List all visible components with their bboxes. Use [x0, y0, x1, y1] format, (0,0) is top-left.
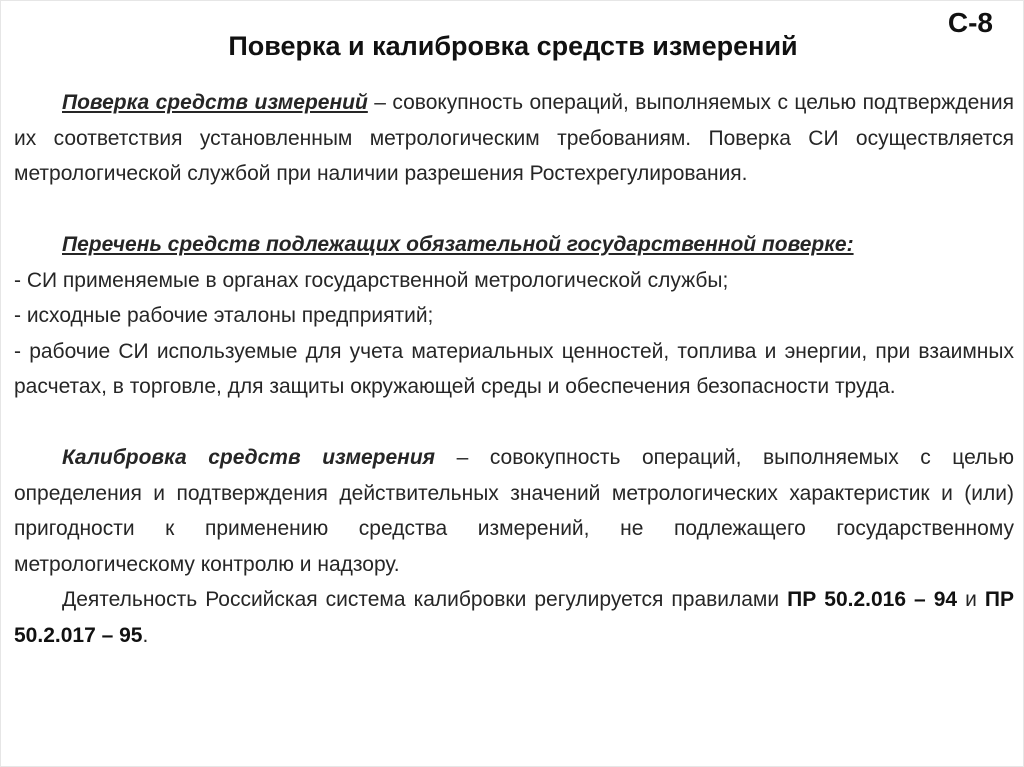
- calibration-activity-text: Деятельность Российская система калибровки регулируется правилами: [62, 588, 788, 611]
- spacer: [14, 192, 1014, 228]
- slide-title: Поверка и калибровка средств измерений: [228, 31, 798, 61]
- mandatory-list-heading: Перечень средств подлежащих обязательной государственной поверке:: [62, 233, 854, 256]
- rule-connector: и: [957, 588, 985, 611]
- slide-content: [14, 85, 1014, 653]
- slide-number: С-8: [947, 7, 993, 38]
- rule-reference-1: ПР 50.2.016 – 94: [787, 588, 958, 611]
- verification-term: Поверка средств измерений: [62, 91, 368, 114]
- verification-definition: – совокупность операций, выполняемых с целью подтверждения их соответствия установленным метрологическим требованиям. Поверка СИ осуществляется метрологической службой при наличии разрешения Ростехрегулирования.: [14, 91, 1014, 185]
- calibration-paragraph: [14, 440, 1014, 582]
- list-item: - рабочие СИ используемые для учета материальных ценностей, топлива и энергии, при взаимных расчетах, в торговле, для защиты окружающей среды и обеспечения безопасности труда.: [14, 339, 1014, 398]
- calibration-activity-paragraph: [14, 582, 1014, 653]
- list-item: - исходные рабочие эталоны предприятий;: [14, 304, 434, 327]
- list-item: - СИ применяемые в органах государственной метрологической службы;: [14, 268, 729, 292]
- paragraph-ending: .: [142, 623, 149, 647]
- rule-reference-2: ПР 50.2.017 – 95: [14, 588, 1015, 647]
- calibration-term: Калибровка средств измерения: [62, 446, 436, 469]
- mandatory-list-heading-paragraph: [14, 227, 1014, 263]
- spacer: [14, 405, 1014, 441]
- calibration-definition: – совокупность операций, выполняемых с целью определения и подтверждения действительных значений метрологических характеристик и (или) пригодности к применению средства измерений, не подлежащего государственному метрологическому контролю и надзору.: [14, 446, 1015, 576]
- verification-paragraph: [14, 85, 1014, 192]
